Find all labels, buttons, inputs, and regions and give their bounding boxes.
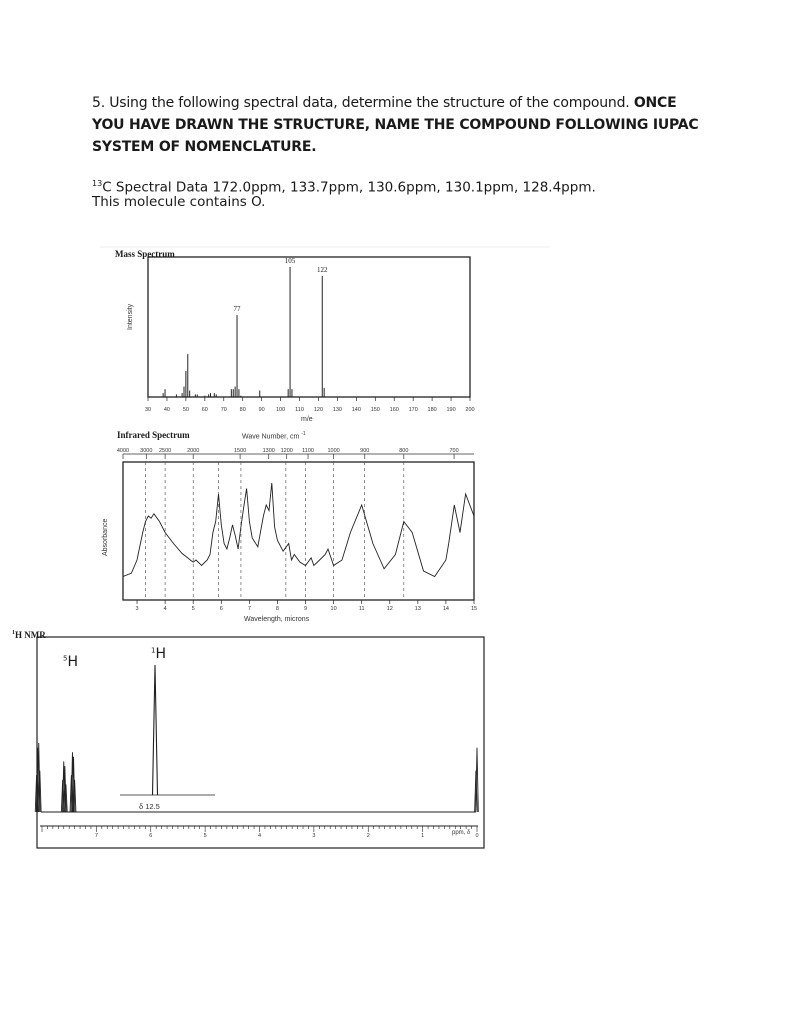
ir-tick-label: 5 <box>191 606 195 612</box>
nmr-annotation-1h: $^1$H <box>151 646 166 662</box>
ir-top-tick-label: 900 <box>360 448 370 454</box>
ir-top-axis-label: Wave Number, cm $^{-1}$ <box>242 431 306 441</box>
ir-top-tick-label: 1000 <box>327 448 340 454</box>
c13-superscript: 13 <box>92 179 103 188</box>
ms-peak-label: 122 <box>317 266 328 275</box>
ir-top-tick-label: 700 <box>449 448 459 454</box>
question-bold-3: SYSTEM OF NOMENCLATURE. <box>92 139 317 155</box>
ir-top-tick-label: 3000 <box>140 448 153 454</box>
ms-tick-label: 80 <box>239 407 246 413</box>
ir-top-tick-label: 1500 <box>233 448 247 454</box>
ir-top-tick-label: 1100 <box>302 448 314 454</box>
ir-top-tick-label: 800 <box>399 448 409 454</box>
ir-ylabel: Absorbance <box>102 518 109 556</box>
ir-top-tick-label: 1300 <box>262 448 275 454</box>
nmr-tick-label: 5 <box>203 833 207 839</box>
nmr-title: $^1$H NMR <box>12 630 46 640</box>
ir-tick-label: 15 <box>470 606 478 612</box>
ms-tick-label: 40 <box>163 407 170 413</box>
ms-tick-label: 120 <box>313 407 324 413</box>
ms-title: Mass Spectrum <box>115 249 175 259</box>
ir-tick-label: 7 <box>247 606 251 612</box>
ir-tick-label: 9 <box>303 606 308 612</box>
nmr-tick-label: 1 <box>421 833 425 839</box>
ms-tick-label: 110 <box>295 407 304 413</box>
ms-peak-label: 77 <box>233 305 241 314</box>
ms-tick-label: 90 <box>258 407 265 413</box>
ir-xlabel: Wavelength, microns <box>244 616 310 623</box>
ms-tick-label: 70 <box>220 407 227 413</box>
c13-text: C Spectral Data 172.0ppm, 133.7ppm, 130.6ppm, 130.1ppm, 128.4ppm. <box>102 179 596 196</box>
ms-tick-label: 130 <box>332 407 342 413</box>
nmr-tick-label: 2 <box>366 833 370 839</box>
ir-tick-label: 10 <box>330 606 337 612</box>
ir-tick-label: 3 <box>135 606 139 612</box>
nmr-tick-label: 3 <box>312 833 316 839</box>
ir-tick-label: 11 <box>358 606 365 612</box>
ir-title: Infrared Spectrum <box>117 430 190 440</box>
nmr-inset-peak <box>153 665 158 795</box>
ir-tick-label: 6 <box>219 606 223 612</box>
ms-tick-label: 100 <box>275 407 286 413</box>
ir-tick-label: 12 <box>386 606 393 612</box>
ms-tick-label: 50 <box>182 407 189 413</box>
nmr-tick-label: 7 <box>94 833 98 839</box>
nmr-inset-label: δ 12.5 <box>139 802 160 811</box>
ms-tick-label: 160 <box>389 407 399 413</box>
nmr-annotation-5h: $^5$H <box>63 654 78 670</box>
nmr-tick-label: 4 <box>257 833 262 839</box>
nmr-xlabel: ppm, δ <box>452 830 471 836</box>
nmr-tick-label: 6 <box>149 833 153 839</box>
ir-top-tick-label: 2000 <box>187 448 200 454</box>
question-bold-2: YOU HAVE DRAWN THE STRUCTURE, NAME THE COMPOUND FOLLOWING IUPAC <box>92 117 699 133</box>
ir-top-tick-label: 1200 <box>280 448 293 454</box>
ms-tick-label: 150 <box>370 407 380 413</box>
ms-tick-label: 170 <box>408 407 418 413</box>
nmr-frame <box>37 637 484 848</box>
ms-tick-label: 200 <box>465 407 475 413</box>
ir-top-tick-label: 2500 <box>158 448 172 454</box>
ms-ylabel: Intensity <box>127 303 134 330</box>
ms-tick-label: 30 <box>144 407 152 413</box>
nmr-tick-label: 0 <box>475 833 479 839</box>
question-bold-1: ONCE <box>633 95 677 111</box>
ms-xlabel: m/e <box>301 416 313 423</box>
ms-tick-label: 60 <box>201 407 208 413</box>
ms-tick-label: 180 <box>427 407 437 413</box>
ir-tick-label: 8 <box>275 606 279 612</box>
question-prefix: 5. Using the following spectral data, determine the structure of the compound. <box>92 95 630 111</box>
ir-tick-label: 13 <box>414 606 421 612</box>
ir-tick-label: 14 <box>442 606 449 612</box>
ms-peak-label: 105 <box>284 257 296 265</box>
ir-top-tick-label: 4000 <box>116 448 130 454</box>
ir-tick-label: 4 <box>163 606 167 612</box>
oxygen-note: This molecule contains O. <box>92 194 266 210</box>
ms-tick-label: 140 <box>351 407 361 413</box>
ms-tick-label: 190 <box>446 407 456 413</box>
